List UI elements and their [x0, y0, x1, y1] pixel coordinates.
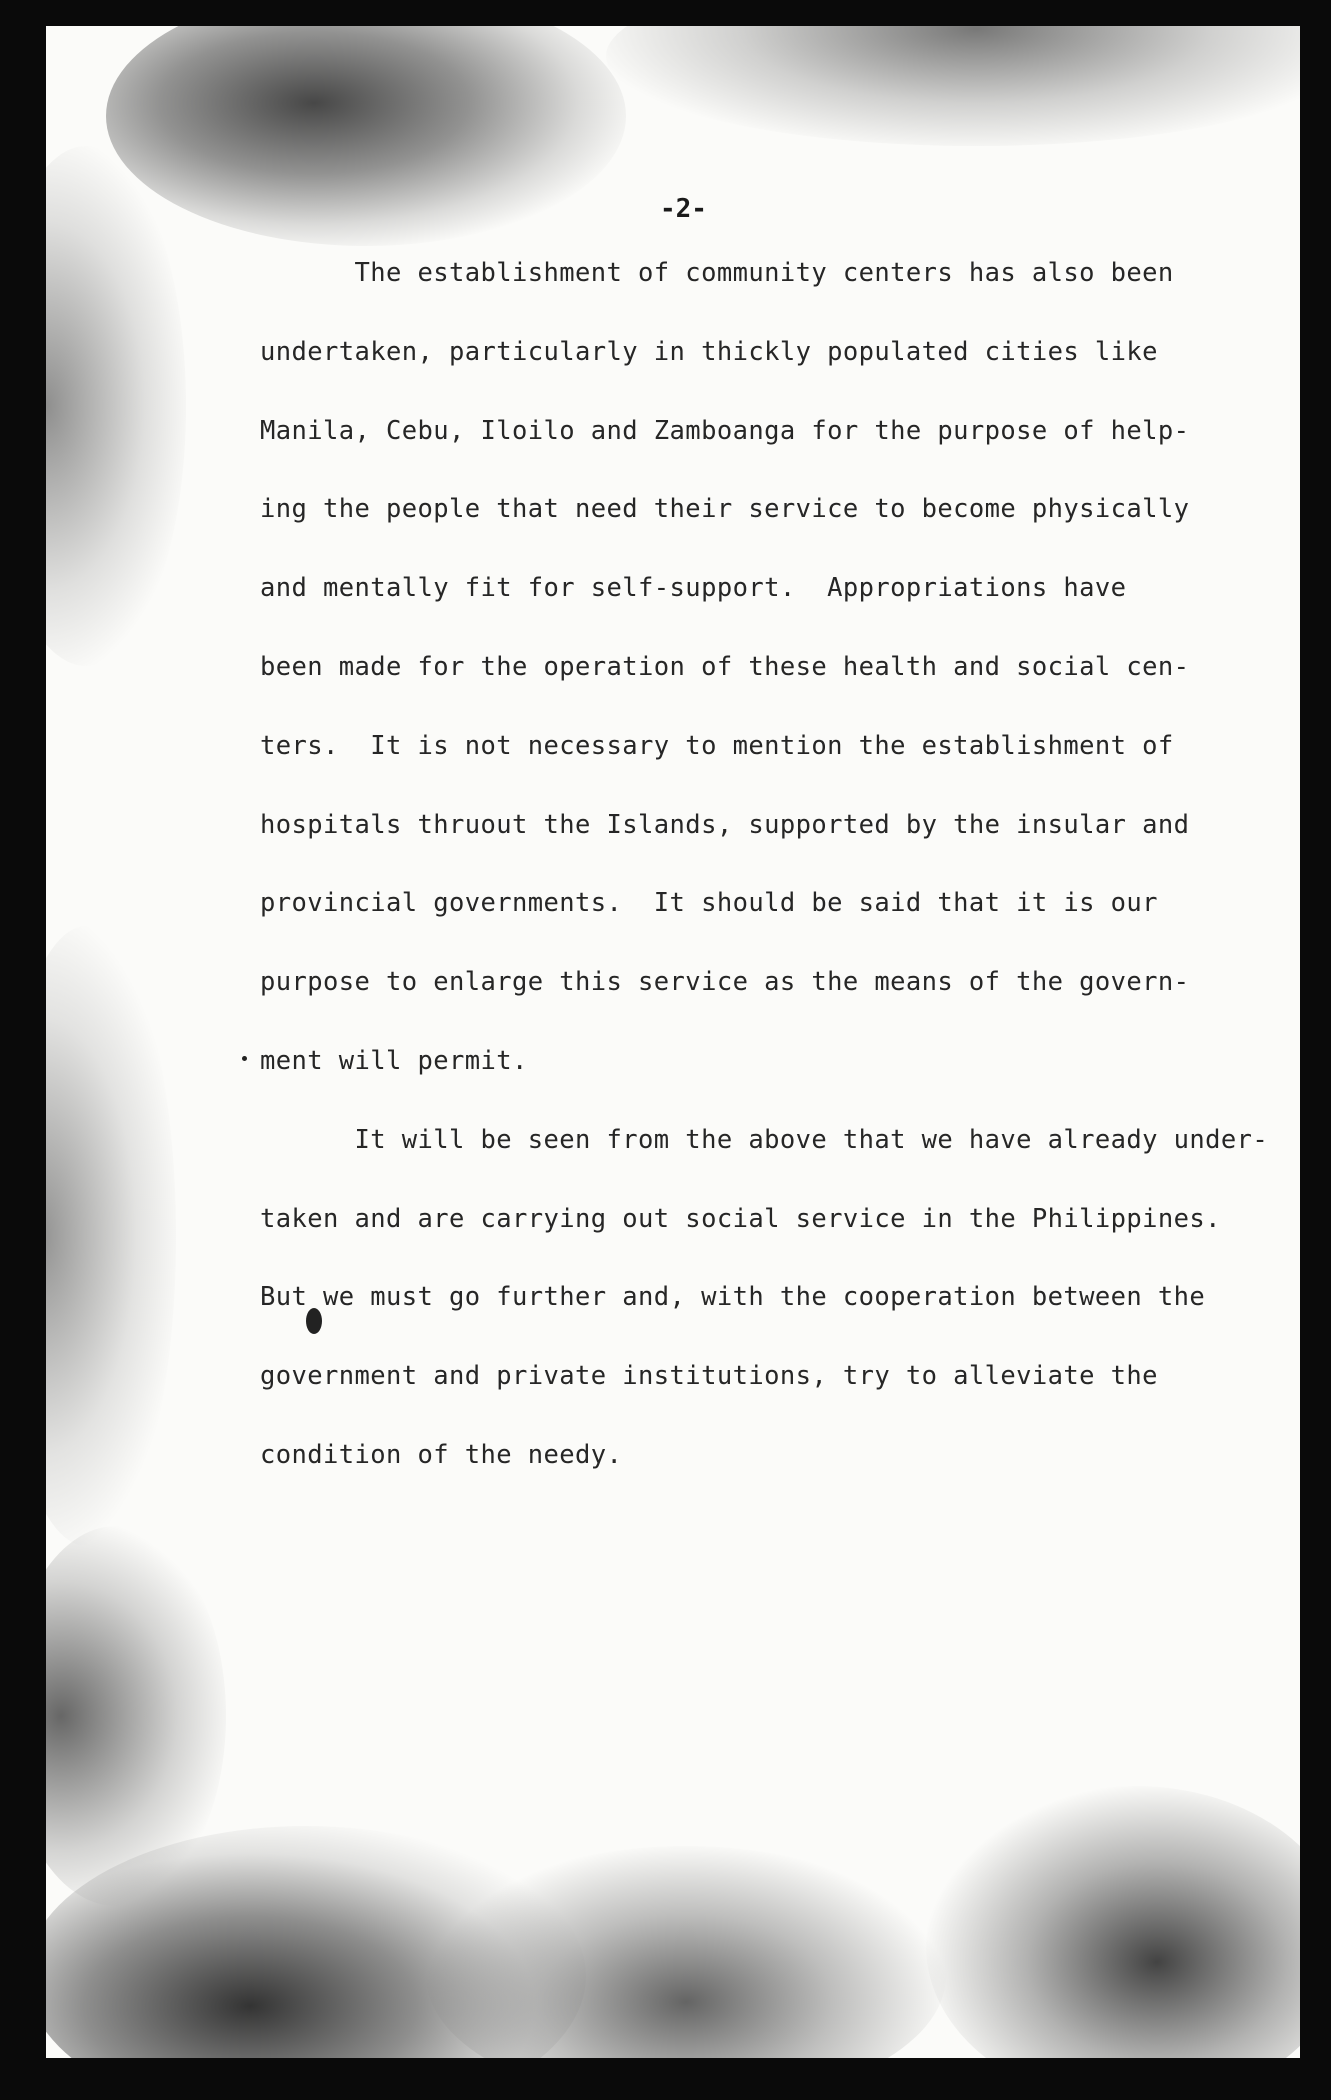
text-line: government and private institutions, try to alleviate the [260, 1361, 1158, 1392]
page-number: -2- [660, 194, 707, 224]
text-line: been made for the operation of these health and social cen- [260, 651, 1190, 682]
ink-stain-top-right [606, 26, 1300, 146]
ink-stain-bottom-right [926, 1786, 1300, 2058]
text-line: hospitals thruout the Islands, supported by the insular and [260, 809, 1190, 840]
body-text [260, 258, 1269, 1519]
text-line: It will be seen from the above that we have already under- [260, 1124, 1269, 1155]
text-line: purpose to enlarge this service as the means of the govern- [260, 967, 1190, 998]
text-line: Manila, Cebu, Iloilo and Zamboanga for the purpose of help- [260, 415, 1190, 446]
stray-dot-mark [242, 1056, 247, 1061]
smudge-left-lower [46, 1526, 226, 1906]
text-line: ing the people that need their service to become physically [260, 494, 1190, 525]
smudge-left-middle [46, 926, 176, 1546]
document-page [46, 26, 1300, 2058]
ink-stain-top-left [106, 26, 626, 246]
text-line: condition of the needy. [260, 1439, 623, 1470]
text-line: The establishment of community centers has also been [260, 258, 1174, 288]
text-line: ment will permit. [260, 1045, 528, 1076]
smudge-left-upper [46, 146, 186, 666]
text-line: But we must go further and, with the cooperation between the [260, 1282, 1206, 1313]
ink-stain-bottom-left [46, 1826, 586, 2058]
text-line: undertaken, particularly in thickly populated cities like [260, 336, 1158, 367]
ink-stain-bottom-center [426, 1846, 946, 2058]
text-line: taken and are carrying out social service in the Philippines. [260, 1203, 1221, 1234]
text-line: and mentally fit for self-support. Appropriations have [260, 573, 1127, 604]
text-line: ters. It is not necessary to mention the establishment of [260, 730, 1174, 761]
text-line: provincial governments. It should be said that it is our [260, 888, 1158, 919]
